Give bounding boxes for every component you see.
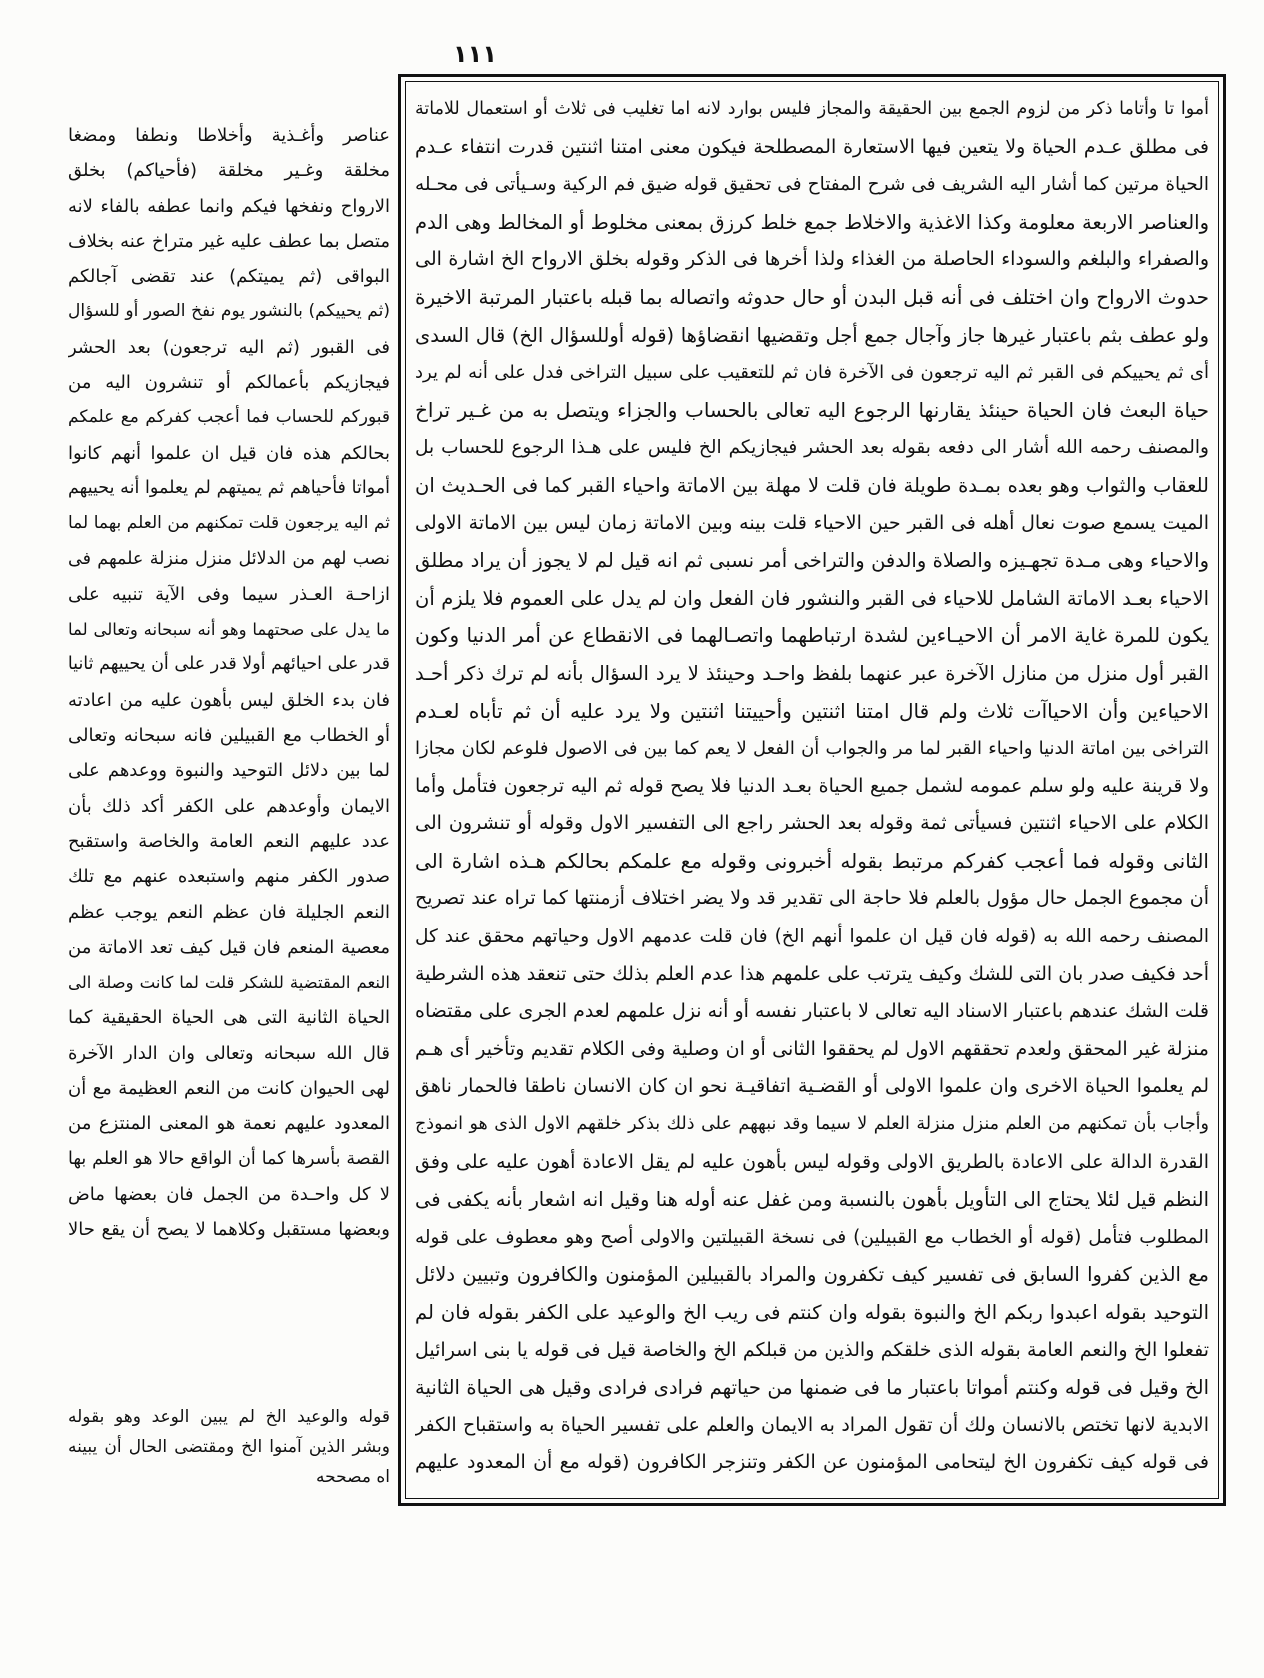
commentary-line: أموا تا وأتاما ذكر من لزوم الجمع بين الحقيقة والمجاز فليس بوارد لانه اما تغليب فى ثلاث أو استعمال للاماتة: [415, 99, 1209, 119]
margin-line: ثم اليه يرجعون قلت تمكنهم من العلم بهما لما: [68, 513, 390, 534]
commentary-line: مع الذين كفروا السابق فى تفسير كيف تكفرون والمراد بالقبيلين المؤمنون والكافرون وتبيين دلائل: [415, 1263, 1209, 1287]
margin-line: عناصر وأغـذية وأخلاطا ونطفا ومضغا: [68, 125, 390, 146]
page-number: ١١١: [453, 40, 497, 68]
commentary-line: الابدية لانها تختص بالانسان ولك أن تقول المراد به الايمان والعلم على تفسير الحياة به واستقباح الكفر: [415, 1413, 1209, 1436]
commentary-line: قلت الشك عندهم باعتبار الاسناد اليه تعالى لا باعتبار نفسه أو أنه نزل علمهم لعدم الجرى على مقتضاه: [415, 1000, 1209, 1023]
commentary-line: التوحيد بقوله اعبدوا ربكم الخ والنبوة بقوله وان كنتم فى ريب الخ والوعيد على الكفر بقوله فان لم: [415, 1301, 1209, 1324]
margin-line: فى القبور (ثم اليه ترجعون) بعد الحشر: [68, 336, 390, 358]
commentary-line: الاحياء بعـد الاماتة الشامل للاحياء فى القبر والنشور فان الفعل وان لم يدل على العموم فلا يلزم أن: [415, 586, 1209, 610]
margin-line: أمواتا فأحياهم ثم يميتهم لم يعلموا أنه يحييهم: [68, 477, 390, 498]
commentary-line: أى ثم يحييكم فى القبر ثم اليه ترجعون فى الآخرة فان ثم للتعقيب على سبيل التراخى فدل على أنه لم يرد: [415, 362, 1209, 384]
commentary-line: حدوث الارواح وان اختلف فى أنه قبل البدن أو حال حدوثه واتصاله بما قبله باعتبار المرتبة الاخيرة: [415, 284, 1209, 309]
margin-line: لهى الحيوان كانت من النعم العظيمة مع أن: [68, 1078, 390, 1100]
margin-line: الحياة الثانية التى هى الحياة الحقيقية كما: [68, 1007, 390, 1029]
commentary-line: ولا قرينة عليه ولو سلم عمومه لشمل جميع الحياة بعـد الدنيا فلا يصح قوله ثم اليه ترجعون فتأمل وأما: [415, 774, 1209, 797]
commentary-line: فى قوله كيف تكفرون الخ ليتحامى المؤمنون عن الكفر وتنزجر الكافرون (قوله مع أن المعدود عليهم: [415, 1451, 1209, 1474]
margin-line: فيجازيكم بأعمالكم أو تنشرون اليه من: [68, 372, 390, 394]
commentary-line: للعقاب والثواب وهو بعده بمـدة طويلة فان قلت لا مهلة بين الاماتة واحياء القبر كما فى الحـديث ان: [415, 473, 1209, 497]
commentary-line: التراخى بين اماتة الدنيا واحياء القبر لما مر والجواب أن الفعل لا يعم كما بين فى الاصول فلوعم لكان مجازا: [415, 738, 1209, 760]
commentary-line: ولو عطف بثم باعتبار غيرها جاز وآجال جمع أجل وتقضيها انقضاؤها (قوله أوللسؤال الخ) قال السدى: [415, 323, 1209, 347]
footnote-line: قوله والوعيد الخ لم يبين الوعد وهو بقوله: [68, 1407, 390, 1427]
margin-line: بحالكم هذه فان قيل ان علموا أنهم كانوا: [68, 442, 390, 464]
commentary-line: وأجاب بأن تمكنهم من العلم منزل منزلة العلم لا سيما وقد نبههم على ذلك بذكر خلقهم الاول الذى هو انموذج: [415, 1114, 1209, 1135]
margin-line: النعم الجليلة فان عظم النعم يوجب عظم: [68, 901, 390, 923]
margin-line: لما بين دلائل التوحيد والنبوة ووعدهم على: [68, 760, 390, 782]
margin-line: (ثم يحييكم) بالنشور يوم نفخ الصور أو للسؤال: [68, 301, 390, 322]
commentary-line: النظم قيل لئلا يحتاج الى التأويل بأهون بالنسبة ومن غفل عنه أوله هنا وقيل انه اشعار بأنه يكفى فى: [415, 1188, 1209, 1212]
commentary-line: يكون للمرة غاية الامر أن الاحيـاءين لشدة ارتباطهما واتصـالهما فى الانقطاع عن أمر الدنيا وكون: [415, 623, 1209, 648]
margin-line: النعم المقتضية للشكر قلت لما كانت وصلة الى: [68, 973, 390, 993]
commentary-line: تفعلوا الخ والنعم العامة بقوله الذى خلقكم والذين من قبلكم الخ والخاصة قيل فى قوله يا بنى اسرائيل: [415, 1338, 1209, 1361]
commentary-line: القبر أول منزل من منازل الآخرة عبر عنهما بلفظ واحـد وحينئذ لا يرد السؤال بأنه لم ترك ذكر أحـد: [415, 661, 1209, 685]
commentary-line: الحياة مرتين كما أشار اليه الشريف فى شرح المفتاح فى تحقيق قوله ضيق فم الركية وسـيأتى فى محـله: [415, 174, 1209, 196]
commentary-text: [415, 91, 1209, 1482]
margin-line: لا كل واحـدة من الجمل فان بعضها ماض: [68, 1183, 390, 1205]
commentary-line: منزلة غير المحقق ولعدم تحققهم الاول لم يحققوا الثانى أو ان وصلية وفى الكلام تقديم وتأخير أى هـم: [415, 1037, 1209, 1060]
footnote: [68, 1402, 390, 1492]
margin-commentary: [68, 118, 390, 1248]
margin-line: قدر على احيائهم أولا قدر على أن يحييهم ثانيا: [68, 654, 390, 675]
commentary-line: والصفراء والبلغم والسوداء الحاصلة من الغذاء ولذا أخرها فى الذكر وقوله بخلق الارواح الخ اشارة الى: [415, 248, 1209, 271]
commentary-line: أحد فكيف صدر بان التى للشك وكيف يترتب على علمهم هذا عدم العلم بذلك حتى تنعقد هذه الشرطية: [415, 962, 1209, 985]
margin-line: نصب لهم من الدلائل منزل منزلة علمهم فى: [68, 548, 390, 569]
commentary-line: والعناصر الاربعة معلومة وكذا الاغذية والاخلاط جمع خلط كرزق بمعنى مخلوط أو المخالط وهى الدم: [415, 210, 1209, 234]
margin-line: صدور الكفر منهم واستبعده عنهم مع تلك: [68, 866, 390, 888]
margin-line: الايمان وأوعدهم على الكفر أكد ذلك بأن: [68, 795, 390, 817]
margin-line: وبعضها مستقبل وكلاهما لا يصح أن يقع حالا: [68, 1219, 390, 1241]
footnote-line: وبشر الذين آمنوا الخ ومقتضى الحال أن يبينه: [68, 1437, 390, 1457]
margin-line: قال الله سبحانه وتعالى وان الدار الآخرة: [68, 1042, 390, 1064]
commentary-line: الاحياءين وأن الاحياآت ثلاث ولم قال امتنا اثنتين وأحييتنا اثنتين ولا يرد عليه أن ثم تأباه لعـدم: [415, 698, 1209, 723]
margin-line: ما يدل على صحتهما وهو أنه سبحانه وتعالى لما: [68, 620, 390, 640]
margin-line: معصية المنعم فان قيل كيف تعد الاماتة من: [68, 936, 390, 958]
commentary-box: [398, 74, 1226, 1506]
commentary-inner-frame: [405, 81, 1219, 1499]
footnote-line: اه مصححه: [316, 1467, 390, 1487]
margin-line: أو الخطاب مع القبيلين فانه سبحانه وتعالى: [68, 725, 390, 747]
margin-line: المعدود عليهم نعمة هو المعنى المنتزع من: [68, 1113, 390, 1135]
margin-line: عدد عليهم النعم العامة والخاصة واستقبح: [68, 830, 390, 852]
margin-line: الارواح ونفخها فيكم وانما عطفه بالفاء لانه: [68, 195, 390, 217]
commentary-line: القدرة الدالة على الاعادة بالطريق الاولى وقوله ليس بأهون عليه لم يقل الاعادة أهون عليه على وفق: [415, 1150, 1209, 1173]
commentary-line: حياة البعث فان الحياة حينئذ يقارنها الرجوع اليه تعالى بالحساب والجزاء ويتصل به من غـير تراخ: [415, 397, 1209, 422]
margin-line: متصل بما عطف عليه غير متراخ عنه بخلاف: [68, 230, 390, 252]
margin-line: فان بدء الخلق ليس بأهون عليه من اعادته: [68, 689, 390, 711]
commentary-line: الكلام على الاحياء اثنتين فسيأتى ثمة وقوله بعد الحشر راجع الى التفسير الاول وقوله أو تنشرون الى: [415, 812, 1209, 835]
commentary-line: الثانى وقوله فما أعجب كفركم مرتبط بقوله أخبرونى وقوله مع علمكم بحالكم هـذه اشارة الى: [415, 848, 1209, 873]
commentary-line: والمصنف رحمه الله أشار الى دفعه بقوله بعد الحشر فيجازيكم الخ فليس على هـذا الرجوع للحساب بل: [415, 437, 1209, 459]
commentary-line: الخ وقيل فى قوله وكنتم أمواتا باعتبار ما فى ضمنها من حياتهم فرادى فرادى وقيل هى الحياة الثانية: [415, 1376, 1209, 1400]
margin-line: البواقى (ثم يميتكم) عند تقضى آجالكم: [68, 266, 390, 288]
commentary-line: أن مجموع الجمل حال مؤول بالعلم فلا حاجة الى تقدير قد ولا يضر اختلاف أزمنتها كما تراه عند تصريح: [415, 887, 1209, 910]
commentary-line: المطلوب فتأمل (قوله أو الخطاب مع القبيلين) فى نسخة القبيلتين والاولى أصح وهو معطوف على قوله: [415, 1226, 1209, 1248]
commentary-line: المصنف رحمه الله به (قوله فان قيل ان علموا أنهم الخ) فان قلت عدمهم الاول وحياتهم محقق عند كل: [415, 926, 1209, 948]
margin-line: ازاحـة العـذر سيما وفى الآية تنبيه على: [68, 583, 390, 605]
margin-line: القصة بأسرها كما أن الواقع حالا هو العلم بها: [68, 1148, 390, 1169]
commentary-line: والاحياء وهى مـدة تجهـيزه والصلاة والدفن والتراخى أمر نسبى ثم انه قيل لم لا يجوز أن يراد مطلق: [415, 549, 1209, 573]
commentary-line: لم يعلموا الحياة الاخرى وان علموا الاولى أو القضـية اتفاقيـة نحو ان كان الانسان ناطقا فالحمار ناهق: [415, 1075, 1209, 1098]
margin-line: قبوركم للحساب فما أعجب كفركم مع علمكم: [68, 407, 390, 428]
commentary-line: الميت يسمع صوت نعال أهله فى القبر حين الاحياء قلت بينه وبين الاماتة زمان ليس بين الاماتة الاولى: [415, 511, 1209, 534]
margin-line: مخلقة وغـير مخلقة (فأحياكم) بخلق: [68, 160, 390, 182]
commentary-line: فى مطلق عـدم الحياة ولا يتعين فيها الاستعارة المصطلحة فيكون معنى امتنا اثنتين قدرت انتفاء عـدم: [415, 135, 1209, 158]
